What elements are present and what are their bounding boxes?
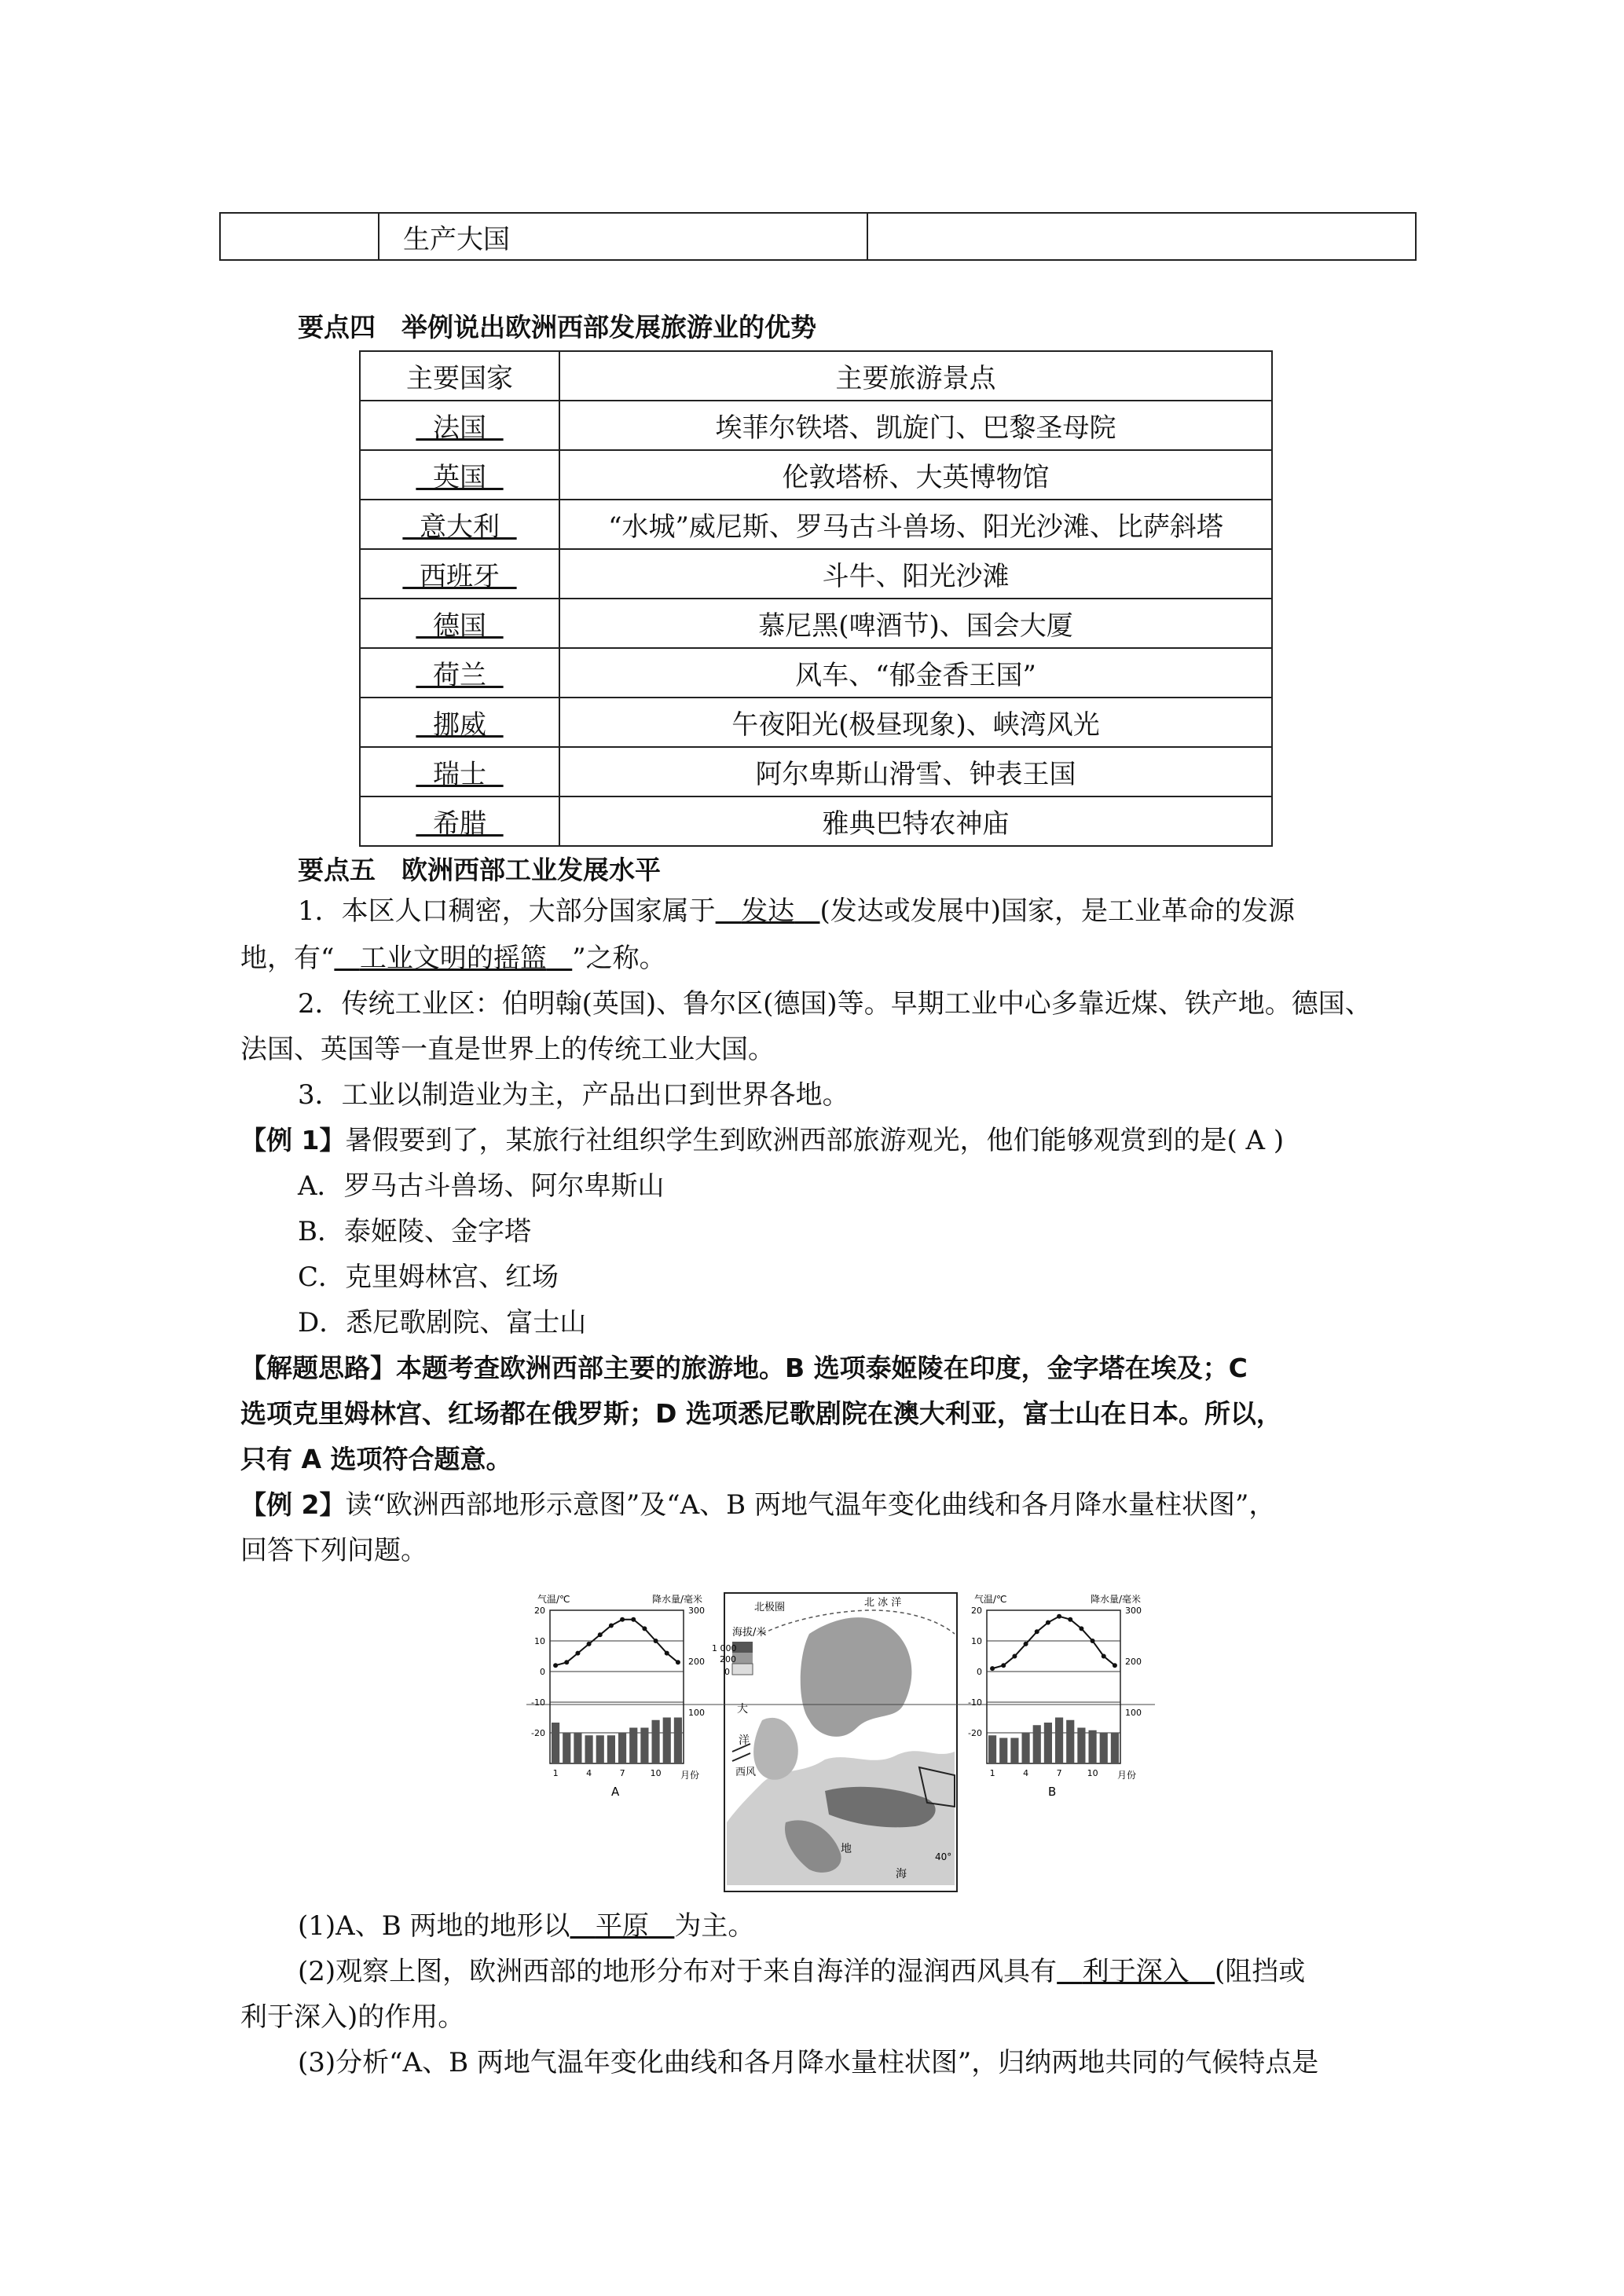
temperature-point xyxy=(1046,1620,1050,1625)
climate-chart-a xyxy=(531,1606,705,1778)
y2-tick-label: 200 xyxy=(688,1657,705,1667)
example1-question xyxy=(240,1125,1284,1156)
temperature-line xyxy=(555,1620,678,1666)
temperature-point xyxy=(1102,1654,1106,1659)
y2-tick-label: 100 xyxy=(1125,1708,1142,1718)
temperature-point xyxy=(990,1666,995,1671)
precip-bar xyxy=(574,1733,581,1763)
table-cell xyxy=(867,213,1416,260)
table-row xyxy=(220,213,1416,260)
map-label: 西风 xyxy=(735,1767,757,1778)
spots-cell: 伦敦塔桥、大英博物馆 xyxy=(559,450,1272,500)
y2-tick-label: 200 xyxy=(1125,1657,1142,1667)
spots-cell: “水城”威尼斯、罗马古斗兽场、阳光沙滩、比萨斜塔 xyxy=(559,500,1272,549)
table-row xyxy=(360,796,1272,846)
map-label: 海 xyxy=(896,1868,907,1880)
precip-bar xyxy=(585,1735,593,1763)
y-tick-label: 10 xyxy=(534,1636,545,1646)
precip-bar xyxy=(563,1733,570,1763)
option-a: A．罗马古斗兽场、阿尔卑斯山 xyxy=(298,1170,665,1202)
y-tick-label: -20 xyxy=(531,1728,545,1738)
chart-b-left-axis-label: 气温/℃ xyxy=(974,1594,1007,1605)
text: (发达或发展中)国家，是工业革命的发源 xyxy=(819,895,1296,927)
answer-blank: 平原 xyxy=(595,1910,649,1942)
section5-heading: 要点五 欧洲西部工业发展水平 xyxy=(298,855,661,885)
analysis-tag: 【解题思路】 xyxy=(240,1353,396,1383)
y-tick-label: 0 xyxy=(977,1667,982,1677)
col-header-country: 主要国家 xyxy=(360,351,559,401)
table-row xyxy=(360,599,1272,648)
chart-b-label: B xyxy=(1048,1785,1057,1799)
temperature-point xyxy=(631,1617,636,1622)
top-table xyxy=(219,212,1417,261)
table-row xyxy=(360,401,1272,450)
chart-a-x-axis-label: 月份 xyxy=(680,1770,700,1781)
q1 xyxy=(298,1910,754,1942)
temperature-point xyxy=(1057,1614,1061,1619)
temperature-point xyxy=(1012,1654,1017,1659)
text: 本题考查欧洲西部主要的旅游地。B 选项泰姬陵在印度，金字塔在埃及；C xyxy=(396,1353,1248,1383)
table-row xyxy=(360,698,1272,747)
country-cell: 荷兰 xyxy=(360,648,559,698)
temperature-point xyxy=(609,1624,614,1628)
climate-map-figure xyxy=(526,1587,1155,1901)
temperature-point xyxy=(676,1660,680,1664)
x-tick-label: 7 xyxy=(1056,1768,1062,1778)
text: 读“欧洲西部地形示意图”及“A、B 两地气温年变化曲线和各月降水量柱状图”， xyxy=(345,1489,1276,1521)
option-b: B．泰姬陵、金字塔 xyxy=(298,1216,531,1247)
country-cell: 挪威 xyxy=(360,698,559,747)
section5-p1-line1 xyxy=(298,895,1295,927)
precip-bar xyxy=(1022,1733,1030,1763)
answer-blank: 工业文明的摇篮 xyxy=(359,943,547,974)
col-header-spots: 主要旅游景点 xyxy=(559,351,1272,401)
q3: (3)分析“A、B 两地气温年变化曲线和各月降水量柱状图”，归纳两地共同的气候特点是 xyxy=(298,2047,1319,2078)
section5-p3: 3．工业以制造业为主，产品出口到世界各地。 xyxy=(298,1079,849,1111)
example2-question-line1 xyxy=(240,1489,1275,1521)
temperature-point xyxy=(1113,1663,1117,1668)
map-label: 北 冰 洋 xyxy=(864,1597,902,1609)
temperature-point xyxy=(654,1639,658,1643)
map-legend-title: 海拔/米 xyxy=(732,1627,767,1639)
text: (阻挡或 xyxy=(1215,1956,1306,1987)
x-tick-label: 4 xyxy=(1023,1768,1029,1778)
spots-cell: 斗牛、阳光沙滩 xyxy=(559,549,1272,599)
precip-bar xyxy=(1055,1718,1063,1764)
temperature-point xyxy=(620,1617,625,1622)
precip-bar xyxy=(640,1728,648,1764)
table-header-row xyxy=(360,351,1272,401)
climate-chart-b xyxy=(968,1606,1142,1778)
section4-heading: 要点四 举例说出欧洲西部发展旅游业的优势 xyxy=(298,312,816,342)
map-legend-value: 0 xyxy=(724,1667,730,1677)
country-cell: 希腊 xyxy=(360,796,559,846)
temperature-point xyxy=(587,1642,592,1646)
table-row xyxy=(360,450,1272,500)
map-label: 北极圈 xyxy=(754,1602,786,1613)
spots-cell: 慕尼黑(啤酒节)、国会大厦 xyxy=(559,599,1272,648)
y-tick-label: 20 xyxy=(971,1606,982,1616)
table-cell: 生产大国 xyxy=(379,213,867,260)
temperature-point xyxy=(1001,1663,1006,1668)
map-label: 洋 xyxy=(739,1734,750,1747)
country-cell: 瑞士 xyxy=(360,747,559,796)
temperature-point xyxy=(1024,1642,1028,1646)
precip-bar xyxy=(552,1723,559,1763)
x-tick-label: 1 xyxy=(552,1768,559,1778)
q2-line1 xyxy=(298,1956,1305,1987)
temperature-point xyxy=(1079,1626,1083,1631)
chart-b-right-axis-label: 降水量/毫米 xyxy=(1091,1594,1142,1605)
map-legend-value: 200 xyxy=(720,1654,736,1664)
temperature-point xyxy=(1035,1629,1039,1634)
x-tick-label: 1 xyxy=(989,1768,995,1778)
precip-bar xyxy=(988,1735,996,1763)
precip-bar xyxy=(652,1720,660,1763)
country-cell: 英国 xyxy=(360,450,559,500)
y-tick-label: -10 xyxy=(531,1697,545,1708)
text: (2)观察上图，欧洲西部的地形分布对于来自海洋的湿润西风具有 xyxy=(298,1956,1058,1987)
precip-bar xyxy=(674,1718,682,1764)
x-tick-label: 10 xyxy=(1087,1768,1098,1778)
table-row xyxy=(360,500,1272,549)
table-row xyxy=(360,747,1272,796)
precip-bar xyxy=(1044,1723,1052,1763)
precip-bar xyxy=(1077,1728,1085,1764)
map-label: 大 xyxy=(737,1703,748,1716)
precip-bar xyxy=(663,1718,671,1764)
temperature-point xyxy=(642,1626,647,1631)
precip-bar xyxy=(999,1738,1007,1764)
precip-bar xyxy=(1010,1738,1018,1764)
text: 为主。 xyxy=(674,1910,755,1942)
analysis-line3: 只有 A 选项符合题意。 xyxy=(240,1444,512,1474)
country-cell: 意大利 xyxy=(360,500,559,549)
text: 地，有“ xyxy=(240,943,335,974)
section5-p2-line1: 2．传统工业区：伯明翰(英国)、鲁尔区(德国)等。早期工业中心多靠近煤、铁产地。德国、 xyxy=(298,988,1372,1020)
analysis-line2: 选项克里姆林宫、红场都在俄罗斯；D 选项悉尼歌剧院在澳大利亚，富士山在日本。所以， xyxy=(240,1398,1282,1429)
precip-bar xyxy=(1033,1725,1041,1763)
text: 1．本区人口稠密，大部分国家属于 xyxy=(298,895,716,927)
analysis-line1 xyxy=(240,1353,1248,1384)
y2-tick-label: 300 xyxy=(688,1606,705,1616)
spots-cell: 风车、“郁金香王国” xyxy=(559,648,1272,698)
country-cell: 德国 xyxy=(360,599,559,648)
tourism-table xyxy=(359,350,1273,847)
y-tick-label: 0 xyxy=(540,1667,545,1677)
x-tick-label: 7 xyxy=(619,1768,625,1778)
x-tick-label: 10 xyxy=(650,1768,662,1778)
precip-bar xyxy=(596,1735,604,1763)
precip-bar xyxy=(1066,1720,1074,1763)
temperature-point xyxy=(1091,1639,1095,1643)
option-d: D．悉尼歌剧院、富士山 xyxy=(298,1307,587,1338)
q2-line2: 利于深入)的作用。 xyxy=(240,2001,465,2033)
precip-bar xyxy=(618,1733,626,1763)
y-tick-label: 20 xyxy=(534,1606,545,1616)
section5-p2-line2: 法国、英国等一直是世界上的传统工业大国。 xyxy=(240,1034,775,1065)
precip-bar xyxy=(1089,1730,1097,1763)
chart-a-label: A xyxy=(611,1785,620,1799)
text: (1)A、B 两地的地形以 xyxy=(298,1910,570,1942)
temperature-point xyxy=(575,1651,580,1656)
answer-blank: 发达 xyxy=(741,895,795,927)
table-cell xyxy=(220,213,379,260)
temperature-point xyxy=(1068,1617,1072,1622)
spots-cell: 雅典巴特农神庙 xyxy=(559,796,1272,846)
precip-bar xyxy=(629,1728,637,1764)
example-tag: 【例 2】 xyxy=(240,1489,346,1520)
y-tick-label: 10 xyxy=(971,1636,982,1646)
text: ”之称。 xyxy=(572,943,666,974)
table-row xyxy=(360,648,1272,698)
country-cell: 西班牙 xyxy=(360,549,559,599)
precip-bar xyxy=(1100,1733,1108,1763)
country-cell: 法国 xyxy=(360,401,559,450)
map-legend-value: 1 000 xyxy=(712,1643,737,1653)
text: 暑假要到了，某旅行社组织学生到欧洲西部旅游观光，他们能够观赏到的是( A ) xyxy=(345,1125,1285,1156)
chart-a-right-axis-label: 降水量/毫米 xyxy=(652,1594,703,1605)
x-tick-label: 4 xyxy=(586,1768,592,1778)
map-label: 40° xyxy=(935,1851,952,1862)
precip-bar xyxy=(607,1735,615,1763)
temperature-point xyxy=(564,1660,569,1664)
spots-cell: 埃菲尔铁塔、凯旋门、巴黎圣母院 xyxy=(559,401,1272,450)
y-tick-label: -20 xyxy=(968,1728,982,1738)
answer-blank: 利于深入 xyxy=(1082,1956,1190,1987)
spots-cell: 阿尔卑斯山滑雪、钟表王国 xyxy=(559,747,1272,796)
table-row xyxy=(360,549,1272,599)
temperature-line xyxy=(992,1617,1115,1668)
spots-cell: 午夜阳光(极昼现象)、峡湾风光 xyxy=(559,698,1272,747)
temperature-point xyxy=(598,1632,603,1637)
precip-bar xyxy=(1111,1733,1119,1763)
y-tick-label: -10 xyxy=(968,1697,982,1708)
y2-tick-label: 300 xyxy=(1125,1606,1142,1616)
example-tag: 【例 1】 xyxy=(240,1125,346,1155)
option-c: C．克里姆林宫、红场 xyxy=(298,1262,559,1293)
chart-a-left-axis-label: 气温/℃ xyxy=(537,1594,570,1605)
temperature-point xyxy=(553,1663,558,1668)
section5-p1-line2 xyxy=(240,943,666,974)
example2-question-line2: 回答下列问题。 xyxy=(240,1535,427,1566)
temperature-point xyxy=(665,1651,669,1656)
chart-b-x-axis-label: 月份 xyxy=(1117,1770,1137,1781)
map-label: 地 xyxy=(841,1843,852,1855)
y2-tick-label: 100 xyxy=(688,1708,705,1718)
